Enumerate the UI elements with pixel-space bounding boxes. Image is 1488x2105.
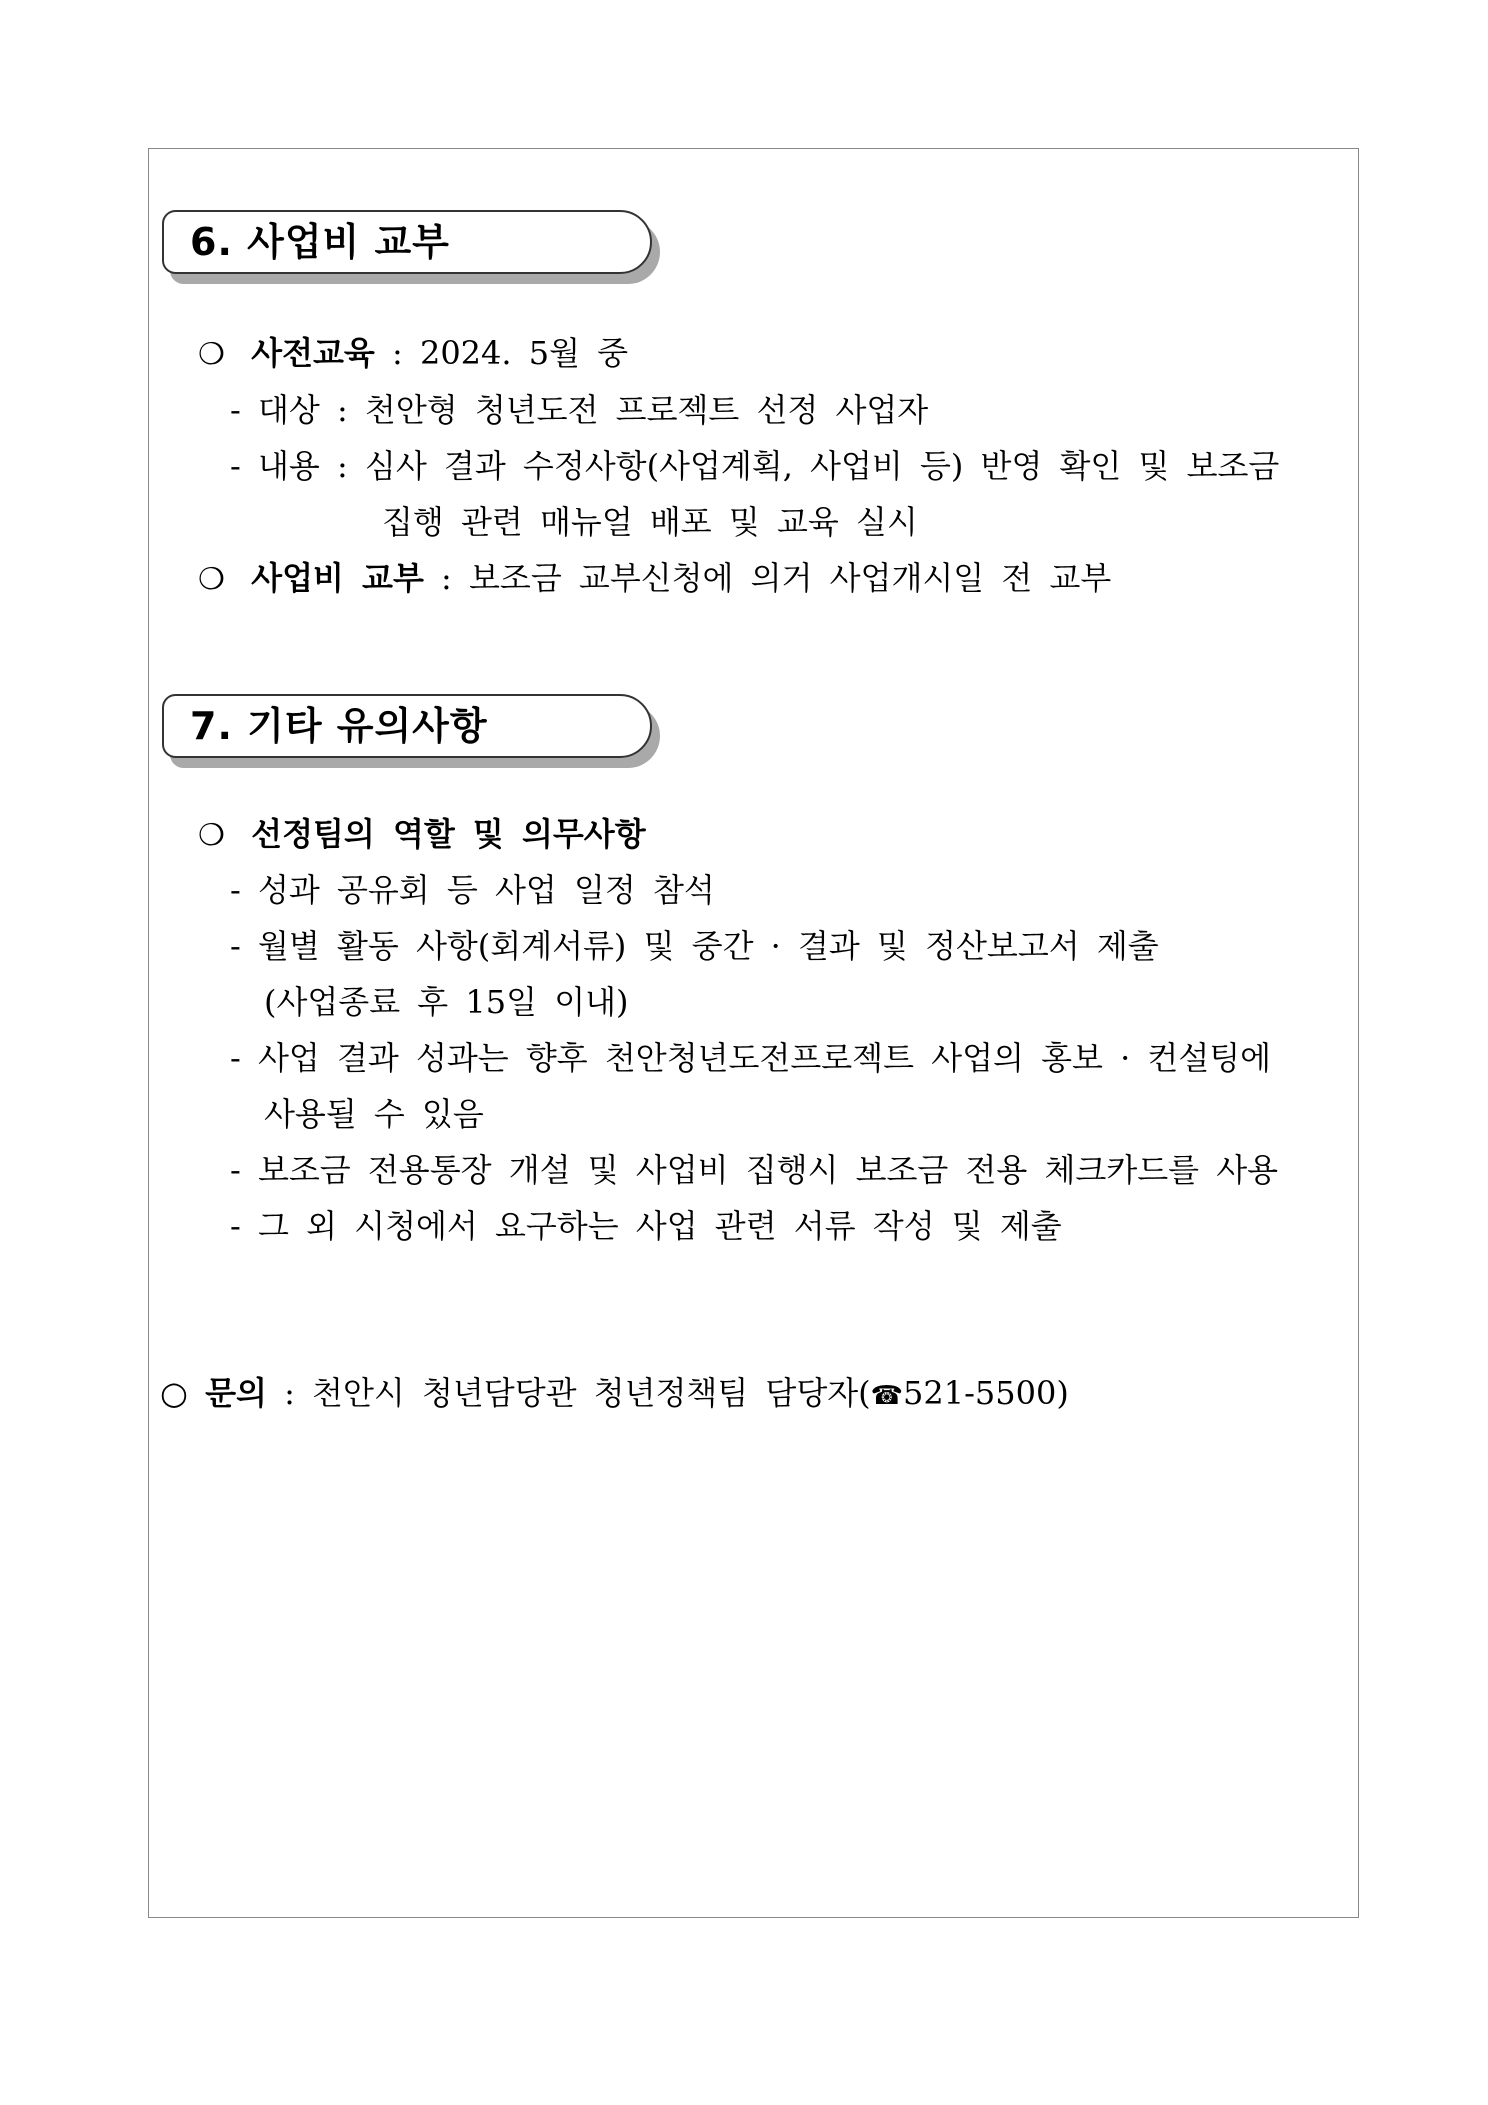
section-6-header [162,210,659,283]
duty-item: - 사업 결과 성과는 향후 천안청년도전프로젝트 사업의 홍보 · 컨설팅에 [230,1039,1272,1077]
section-6-title: 6. 사업비 교부 [190,220,450,264]
inquiry-line [160,1373,1069,1416]
duty-item-continuation: 사용될 수 있음 [264,1095,484,1133]
pre-education-content-2: 집행 관련 매뉴얼 배포 및 교육 실시 [382,503,918,541]
grant-value: : 보조금 교부신청에 의거 사업개시일 전 교부 [441,559,1112,597]
duty-heading: 선정팀의 역할 및 의무사항 [251,815,646,853]
inquiry-label: 문의 [205,1374,267,1412]
duty-heading-line [198,814,646,856]
phone-icon: ☎ [870,1381,904,1411]
pre-education-line [198,333,628,375]
duty-item: - 그 외 시청에서 요구하는 사업 관련 서류 작성 및 제출 [230,1207,1062,1245]
duty-item: - 성과 공유회 등 사업 일정 참석 [230,871,715,909]
inquiry-phone: 521-5500) [903,1374,1069,1412]
duty-item: - 월별 활동 사항(회계서류) 및 중간 · 결과 및 정산보고서 제출 [230,927,1159,965]
inquiry-text: : 천안시 청년담당관 청년정책팀 담당자( [284,1374,871,1412]
grant-label: 사업비 교부 [251,559,424,597]
circle-bullet-icon: ❍ [198,818,225,853]
circle-bullet-icon: ❍ [198,562,225,597]
pre-education-value: : 2024. 5월 중 [392,334,629,372]
duty-item: - 보조금 전용통장 개설 및 사업비 집행시 보조금 전용 체크카드를 사용 [230,1151,1279,1189]
pre-education-label: 사전교육 [251,334,375,372]
section-7-title: 7. 기타 유의사항 [190,704,488,748]
pre-education-content-1: - 내용 : 심사 결과 수정사항(사업계획, 사업비 등) 반영 확인 및 보조금 [230,447,1280,485]
circle-bullet-icon: ❍ [198,337,225,372]
inquiry-bullet: ○ [160,1374,188,1412]
section-7-header [162,694,659,767]
grant-line [198,558,1111,600]
duty-item-continuation: (사업종료 후 15일 이내) [264,983,629,1021]
pre-education-target: - 대상 : 천안형 청년도전 프로젝트 선정 사업자 [230,391,929,429]
